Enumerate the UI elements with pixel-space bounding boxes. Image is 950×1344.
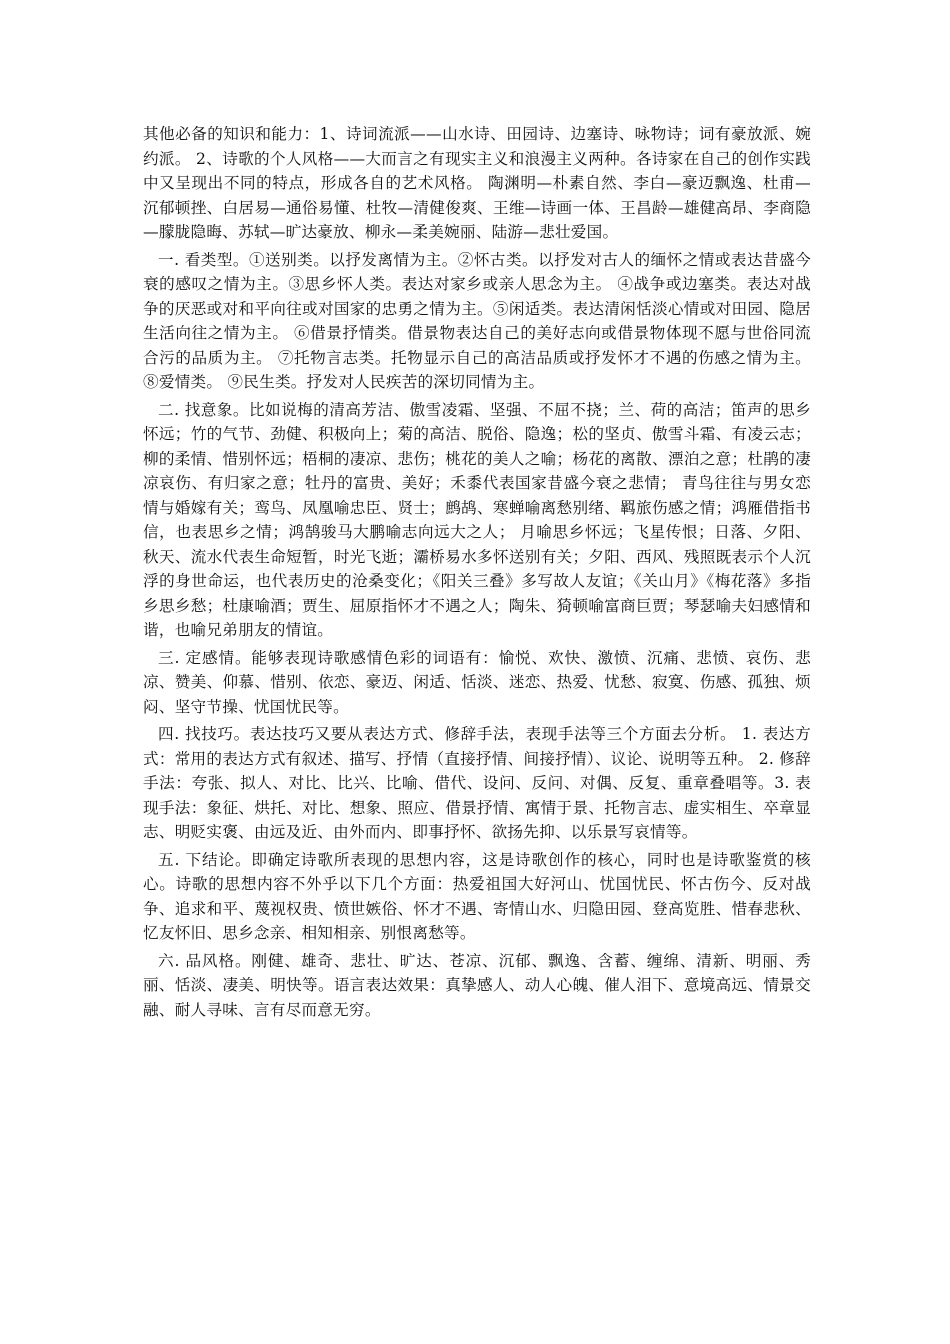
- paragraph-2-find-imagery: 二. 找意象。比如说梅的清高芳洁、傲雪凌霜、坚强、不屈不挠；兰、荷的高洁；笛声的思乡怀远；竹的气节、劲健、积极向上；菊的高洁、脱俗、隐逸；松的坚贞、傲雪斗霜、有凌云志；柳的柔情、惜别怀远；梧桐的凄凉、悲伤；桃花的美人之喻；杨花的离散、漂泊之意；杜鹃的凄凉哀伤、有归家之意；牡丹的富贵、美好；禾黍代表国家昔盛今衰之悲情； 青鸟往往与男女恋情与婚嫁有关；鸾鸟、凤凰喻忠臣、贤士；鹧鸪、寒蝉喻离愁别绪、羁旅伤感之情；鸿雁借指书信，也表思乡之情；鸿鹄骏马大鹏喻志向远大之人； 月喻思乡怀远；飞星传恨；日落、夕阳、秋天、流水代表生命短暂，时光飞逝；灞桥易水多怀送别有关；夕阳、西风、残照既表示个人沉浮的身世命运，也代表历史的沧桑变化；《阳关三叠》多写故人友谊；《关山月》《梅花落》多指乡思乡愁；杜康喻酒；贾生、屈原指怀才不遇之人；陶朱、猗顿喻富商巨贾；琴瑟喻夫妇感情和谐，也喻兄弟朋友的情谊。: [143, 400, 811, 639]
- document-body: [143, 122, 811, 1025]
- paragraph-5-draw-conclusion: 五. 下结论。即确定诗歌所表现的思想内容，这是诗歌创作的核心，同时也是诗歌鉴赏的核心。诗歌的思想内容不外乎以下几个方面：热爱祖国大好河山、忧国忧民、怀古伤今、反对战争、追求和平、蔑视权贵、愤世嫉俗、怀才不遇、寄情山水、归隐田园、登高览胜、惜春悲秋、忆友怀旧、思乡念亲、相知相亲、别恨离愁等。: [143, 850, 811, 942]
- paragraph-1-identify-type: 一. 看类型。①送别类。以抒发离情为主。②怀古类。以抒发对古人的缅怀之情或表达昔盛今衰的感叹之情为主。③思乡怀人类。表达对家乡或亲人思念为主。 ④战争或边塞类。表达对战争的厌恶或对和平向往或对国家的忠勇之情为主。⑤闲适类。表达清闲恬淡心情或对田园、隐居生活向往之情为主。 ⑥借景抒情类。借景物表达自己的美好志向或借景物体现不愿与世俗同流合污的品质为主。 ⑦托物言志类。托物显示自己的高洁品质或抒发怀才不遇的伤感之情为主。 ⑧爱情类。 ⑨民生类。抒发对人民疾苦的深切同情为主。: [143, 250, 811, 391]
- paragraph-6-appreciate-style: 六. 品风格。刚健、雄奇、悲壮、旷达、苍凉、沉郁、飘逸、含蓄、缠绵、清新、明丽、秀丽、恬淡、凄美、明快等。语言表达效果：真挚感人、动人心魄、催人泪下、意境高远、情景交融、耐人寻味、言有尽而意无穷。: [143, 951, 811, 1019]
- paragraph-intro-poetry-schools-and-styles: 其他必备的知识和能力：1、诗词流派——山水诗、田园诗、边塞诗、咏物诗；词有豪放派、婉约派。 2、诗歌的个人风格——大而言之有现实主义和浪漫主义两种。各诗家在自己的创作实践中又呈现出不同的特点，形成各自的艺术风格。 陶渊明—朴素自然、李白—豪迈飘逸、杜甫—沉郁顿挫、白居易—通俗易懂、杜牧—清健俊爽、王维—诗画一体、王昌龄—雄健高昂、李商隐—朦胧隐晦、苏轼—旷达豪放、柳永—柔美婉丽、陆游—悲壮爱国。: [143, 125, 811, 241]
- paragraph-4-find-techniques: 四. 找技巧。表达技巧又要从表达方式、修辞手法，表现手法等三个方面去分析。 1. 表达方式：常用的表达方式有叙述、描写、抒情（直接抒情、间接抒情）、议论、说明等五种。 2. 修辞手法：夸张、拟人、对比、比兴、比喻、借代、设问、反问、对偶、反复、重章叠唱等。3. 表现手法：象征、烘托、对比、想象、照应、借景抒情、寓情于景、托物言志、虚实相生、卒章显志、明贬实褒、由远及近、由外而内、即事抒怀、欲扬先抑、以乐景写哀情等。: [143, 725, 811, 841]
- paragraph-3-determine-emotion: 三. 定感情。能够表现诗歌感情色彩的词语有：愉悦、欢快、激愤、沉痛、悲愤、哀伤、悲凉、赞美、仰慕、惜别、依恋、豪迈、闲适、恬淡、迷恋、热爱、忧愁、寂寞、伤感、孤独、烦闷、坚守节操、忧国忧民等。: [143, 648, 811, 716]
